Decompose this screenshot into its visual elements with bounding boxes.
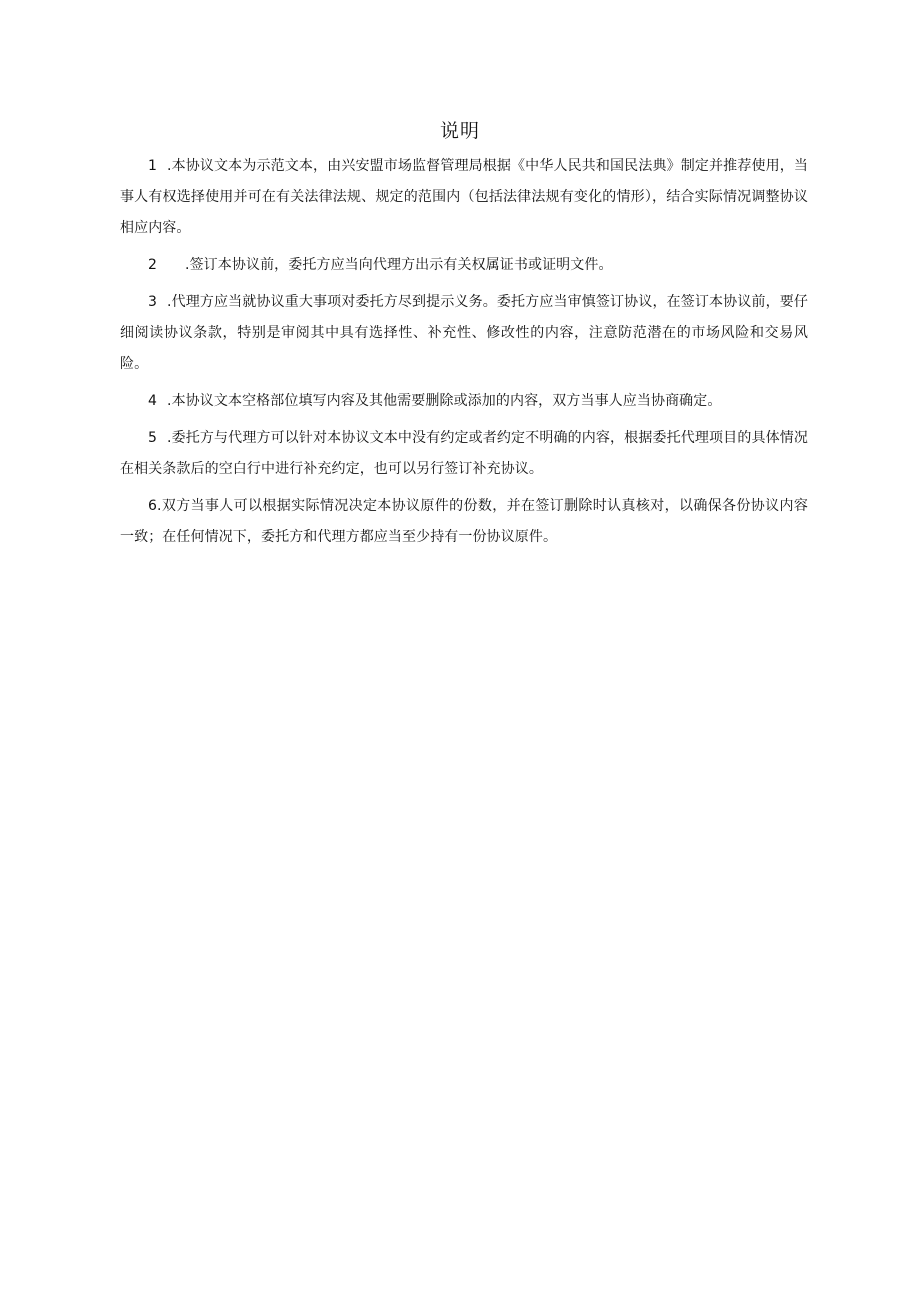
item-text: .双方当事人可以根据实际情况决定本协议原件的份数，并在签订删除时认真核对，以确保各份协议内容一致；在任何情况下，委托方和代理方都应当至少持有一份协议原件。 (120, 498, 808, 545)
item-text: .代理方应当就协议重大事项对委托方尽到提示义务。委托方应当审慎签订协议，在签订本协议前，要仔细阅读协议条款，特别是审阅其中具有选择性、补充性、修改性的内容，注意防范潜在的市场风险和交易风险。 (120, 294, 808, 372)
item-text: .本协议文本空格部位填写内容及其他需要删除或添加的内容，双方当事人应当协商确定。 (167, 393, 722, 409)
item-number: 6 (148, 498, 158, 514)
item-number: 3 (148, 294, 158, 310)
item-number: 2 (148, 257, 158, 273)
instruction-item-5 (120, 423, 808, 485)
item-number: 5 (148, 430, 158, 446)
instruction-item-1 (120, 151, 808, 244)
instruction-item-4 (120, 386, 808, 417)
item-text: .本协议文本为示范文本，由兴安盟市场监督管理局根据《中华人民共和国民法典》制定并推荐使用，当事人有权选择使用并可在有关法律法规、规定的范围内（包括法律法规有变化的情形），结合实际情况调整协议相应内容。 (120, 158, 808, 236)
instruction-item-3 (120, 287, 808, 380)
item-number: 4 (148, 393, 158, 409)
item-text: .委托方与代理方可以针对本协议文本中没有约定或者约定不明确的内容，根据委托代理项目的具体情况在相关条款后的空白行中进行补充约定，也可以另行签订补充协议。 (120, 430, 808, 477)
instruction-item-6 (120, 491, 808, 553)
instruction-item-2 (120, 250, 808, 281)
page-title: 说明 (439, 120, 480, 142)
instructions-body (120, 151, 808, 559)
item-number: 1 (148, 158, 158, 174)
item-text: .签订本协议前，委托方应当向代理方出示有关权属证书或证明文件。 (185, 257, 613, 273)
